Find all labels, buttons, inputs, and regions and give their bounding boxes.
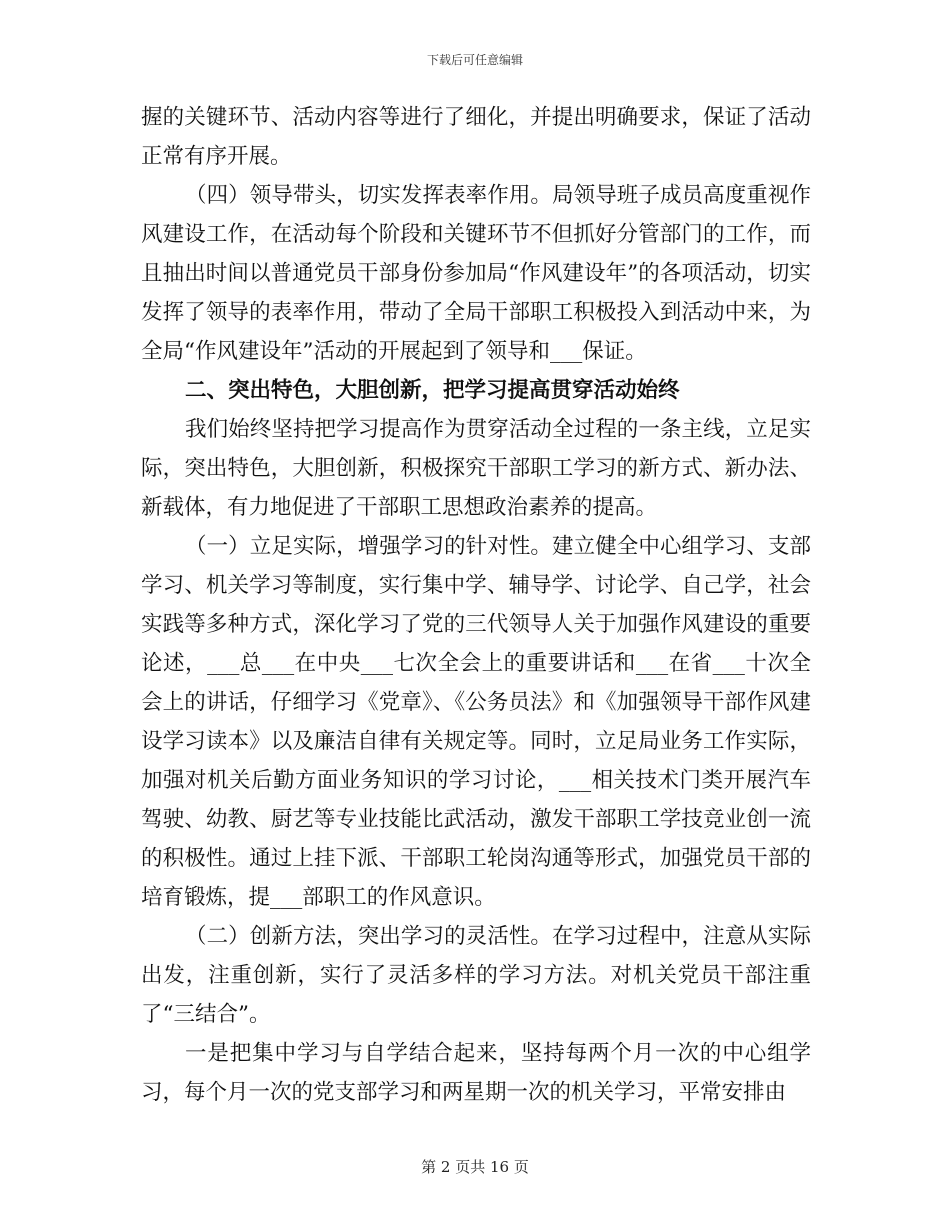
paragraph-continuation: 握的关键环节、活动内容等进行了细化，并提出明确要求，保证了活动正常有序开展。 bbox=[141, 105, 811, 169]
paragraph-point-one: 一是把集中学习与自学结合起来，坚持每两个月一次的中心组学习，每个月一次的党支部学习和两星期一次的机关学习，平常安排由 bbox=[141, 1041, 811, 1105]
paragraph-subsection-two: （二）创新方法，突出学习的灵活性。在学习过程中，注意从实际出发，注重创新，实行了灵活多样的学习方法。对机关党员干部注重了“三结合”。 bbox=[141, 924, 811, 1027]
page-footer: 第 2 页共 16 页 bbox=[421, 1158, 529, 1176]
paragraph-subsection-one: （一）立足实际，增强学习的针对性。建立健全中心组学习、支部学习、机关学习等制度，实行集中学、辅导学、讨论学、自己学，社会实践等多种方式，深化学习了党的三代领导人关于加强作风建设的重要论述，___总___在中央___七次全会上的重要讲话和___在省___十次全会上的讲话，仔细学习《党章》、《公务员法》和《加强领导干部作风建设学习读本》以及廉洁自律有关规定等。同时，立足局业务工作实际，加强对机关后勤方面业务知识的学习讨论，___相关技术门类开展汽车驾驶、幼教、厨艺等专业技能比武活动，激发干部职工学技竞业创一流的积极性。通过上挂下派、干部职工轮岗沟通等形式，加强党员干部的培育锻炼，提___部职工的作风意识。 bbox=[141, 534, 811, 910]
section-heading-two: 二、突出特色，大胆创新，把学习提高贯穿活动始终 bbox=[185, 378, 680, 403]
paragraph-intro: 我们始终坚持把学习提高作为贯穿活动全过程的一条主线，立足实际，突出特色，大胆创新，积极探究干部职工学习的新方式、新办法、新载体，有力地促进了干部职工思想政治素养的提高。 bbox=[141, 417, 811, 520]
document-body bbox=[141, 98, 811, 1112]
paragraph-section-four: （四）领导带头，切实发挥表率作用。局领导班子成员高度重视作风建设工作，在活动每个阶段和关键环节不但抓好分管部门的工作，而且抽出时间以普通党员干部身份参加局“作风建设年”的各项活动，切实发挥了领导的表率作用，带动了全局干部职工积极投入到活动中来，为全局“作风建设年”活动的开展起到了领导和___保证。 bbox=[141, 183, 811, 364]
page-header: 下载后可任意编辑 bbox=[426, 53, 523, 67]
